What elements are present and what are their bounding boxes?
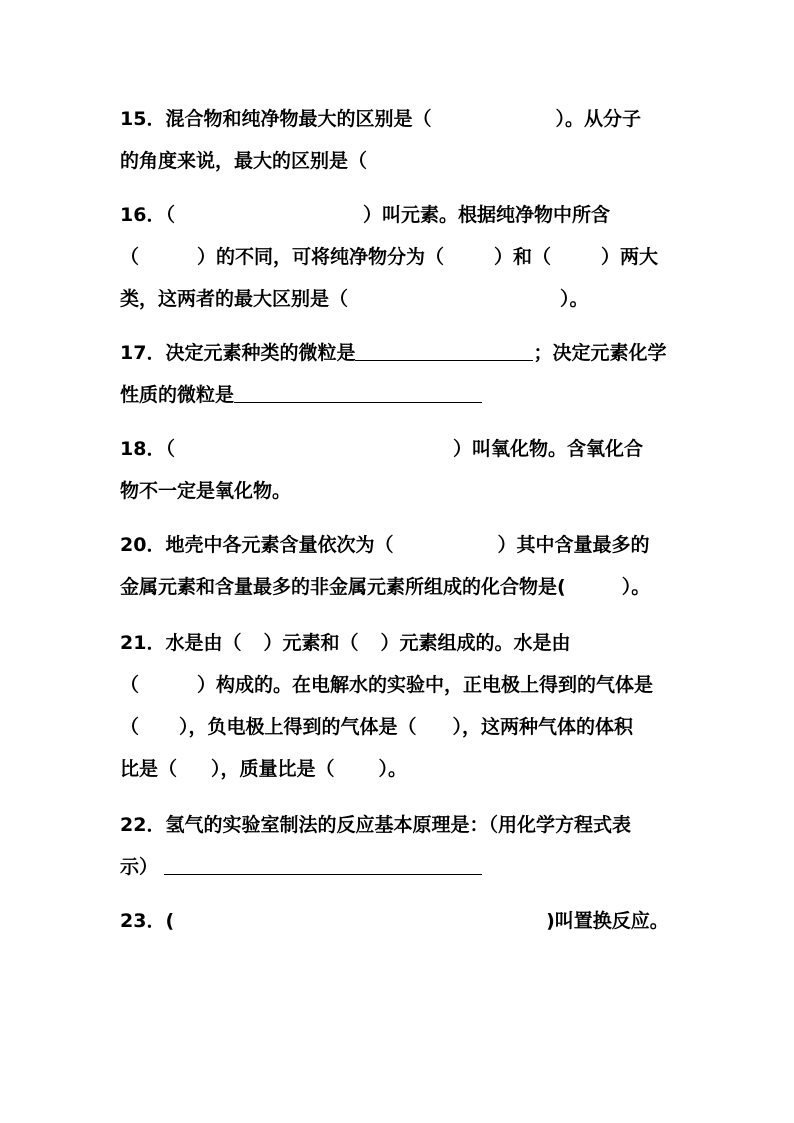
question-22-text: 示）: [120, 856, 159, 878]
question-16-text: 类，这两者的最大区别是（: [120, 288, 349, 310]
question-21-text: ）元素组成的。水是由: [380, 632, 571, 654]
answer-underline[interactable]: [355, 342, 533, 361]
question-15-line-1: [120, 106, 641, 132]
question-16-text: ）叫元素。根据纯净物中所含: [362, 204, 610, 226]
question-17-text: ；决定元素化学: [533, 342, 667, 364]
question-23-text: 23．(: [120, 910, 175, 932]
question-20-text: ）其中含量最多的: [497, 534, 650, 556]
question-21-line-1: [120, 630, 570, 656]
question-18-line-2: [120, 478, 291, 504]
question-16-text: 16．（: [120, 204, 175, 226]
question-20-text: 金属元素和含量最多的非金属元素所组成的化合物是(: [120, 576, 566, 598]
question-16-text: ）。: [560, 288, 589, 310]
question-23-text: )叫置换反应。: [546, 910, 669, 932]
question-17-text: 17．决定元素种类的微粒是: [120, 342, 356, 364]
question-21-text: ）元素和（: [263, 632, 359, 654]
question-21-line-3: [120, 714, 633, 740]
question-21-line-2: [120, 672, 653, 698]
question-20-text: ）。: [621, 576, 651, 598]
question-21-text: （: [120, 716, 140, 738]
question-21-text: ），这两种气体的体积: [452, 716, 634, 738]
question-20-line-2: [120, 574, 650, 600]
question-21-line-4: [120, 756, 407, 782]
question-16-line-1: [120, 202, 610, 228]
question-16-line-2: [120, 244, 658, 270]
question-16-line-3: [120, 286, 589, 312]
question-18-text: 物不一定是氧化物。: [120, 480, 292, 502]
question-15-text: 15．混合物和纯净物最大的区别是（: [120, 108, 432, 130]
question-21-text: （: [120, 674, 140, 696]
answer-underline[interactable]: [234, 384, 482, 403]
question-17-text: 性质的微粒是: [120, 384, 235, 406]
question-18-line-1: [120, 436, 643, 462]
question-15-line-2: [120, 148, 367, 174]
question-16-text: （: [120, 246, 140, 268]
question-23-line-1: [120, 908, 669, 934]
question-21-text: ），质量比是（: [211, 758, 335, 780]
question-17-line-2: [120, 382, 482, 408]
question-21-text: 21．水是由（: [120, 632, 242, 654]
question-17-line-1: [120, 340, 666, 366]
question-16-text: ）的不同，可将纯净物分为（: [197, 246, 445, 268]
question-21-text: 比是（: [120, 758, 178, 780]
question-16-text: ）两大: [601, 246, 659, 268]
question-22-line-2: [120, 854, 482, 880]
question-22-text: 22．氢气的实验室制法的反应基本原理是：（用化学方程式表: [120, 814, 631, 836]
question-15-text: 的角度来说，最大的区别是（: [120, 150, 368, 172]
question-15-text: ）。从分子: [555, 108, 641, 130]
question-21-text: ）。: [378, 758, 408, 780]
question-21-text: ）构成的。在电解水的实验中，正电极上得到的气体是: [197, 674, 654, 696]
question-21-text: ），负电极上得到的气体是（: [179, 716, 417, 738]
question-20-line-1: [120, 532, 649, 558]
question-18-text: ）叫氧化物。含氧化合: [452, 438, 643, 460]
question-16-text: ）和（: [494, 246, 552, 268]
question-22-line-1: [120, 812, 631, 838]
question-18-text: 18．（: [120, 438, 175, 460]
question-20-text: 20．地壳中各元素含量依次为（: [120, 534, 394, 556]
answer-underline[interactable]: [164, 856, 482, 875]
